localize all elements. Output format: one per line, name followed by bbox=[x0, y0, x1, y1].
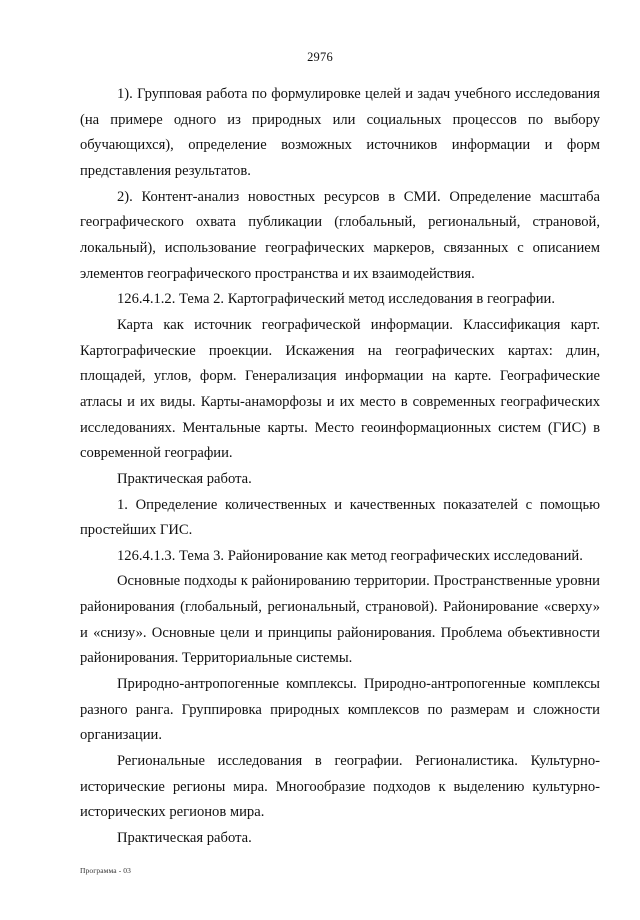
paragraph-group-work: 1). Групповая работа по формулировке целей и задач учебного исследования (на примере одного из природных или социальных процессов по выбору обучающихся), определение возможных источников информации и форм представления результатов. bbox=[80, 86, 600, 179]
footer-note: Программа - 03 bbox=[80, 866, 131, 875]
paragraph-zoning-approaches: Основные подходы к районированию территории. Пространственные уровни районирования (глобальный, региональный, страновой). Районирование «сверху» и «снизу». Основные цели и принципы районирования. Проблема объективности районирования. Территориальные системы. bbox=[80, 573, 600, 667]
paragraph-practical-work: Практическая работа. bbox=[117, 470, 252, 487]
paragraph-practical-work-2: Практическая работа. bbox=[117, 830, 252, 847]
paragraph-content-analysis: 2). Контент-анализ новостных ресурсов в СМИ. Определение масштаба географического охвата публикации (глобальный, региональный, страновой, локальный), использование географических маркеров, связанных с описанием элементов географического пространства и их взаимодействия. bbox=[80, 188, 600, 282]
document-body bbox=[80, 82, 600, 852]
paragraph-regional-studies: Региональные исследования в географии. Регионалистика. Культурно-исторические регионы мира. Многообразие подходов к выделению культурно-исторических регионов мира. bbox=[80, 753, 600, 821]
section-heading-topic-2: 126.4.1.2. Тема 2. Картографический метод исследования в географии. bbox=[117, 291, 556, 308]
page-number: 2976 bbox=[307, 50, 333, 64]
paragraph-gis-task: 1. Определение количественных и качественных показателей с помощью простейших ГИС. bbox=[80, 496, 600, 539]
paragraph-map-source: Карта как источник географической информации. Классификация карт. Картографические проекции. Искажения на географических картах: длин, площадей, углов, форм. Генерализация информации на карте. Географические атласы и их виды. Карты-анаморфозы и их место в современных географических исследованиях. Ментальные карты. Место геоинформационных систем (ГИС) в современной географии. bbox=[80, 316, 600, 462]
section-heading-topic-3: 126.4.1.3. Тема 3. Районирование как метод географических исследований. bbox=[117, 547, 583, 564]
paragraph-natural-complexes: Природно-антропогенные комплексы. Природно-антропогенные комплексы разного ранга. Группировка природных комплексов по размерам и сложности организации. bbox=[80, 676, 600, 744]
